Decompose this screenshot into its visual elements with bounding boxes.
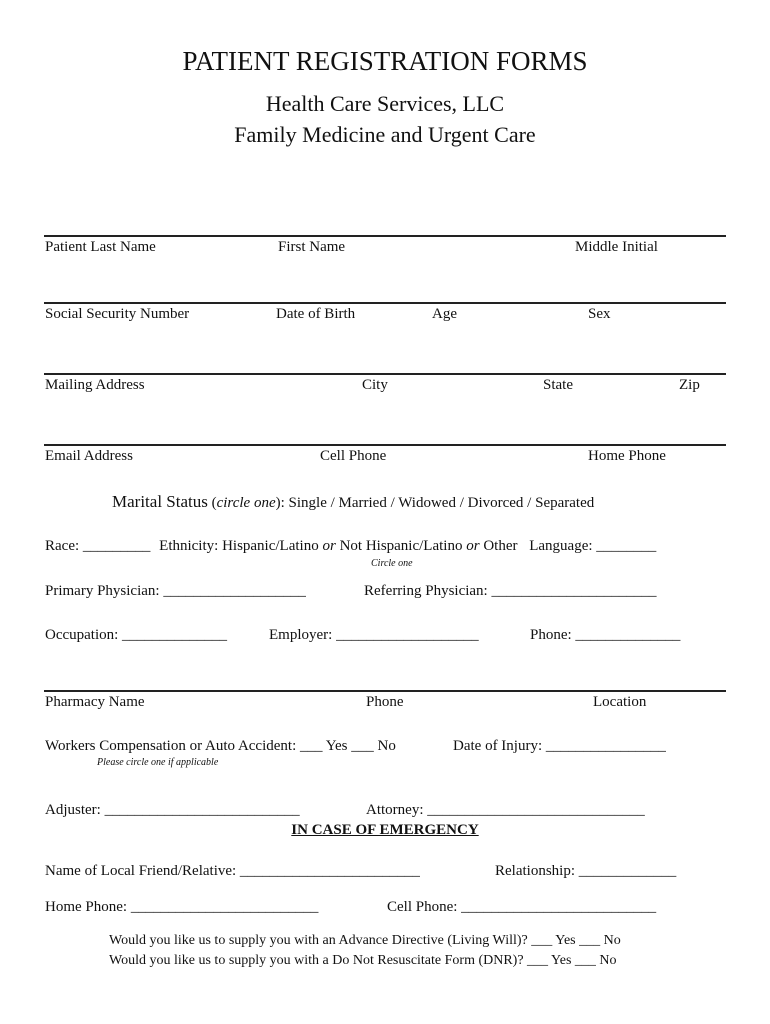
race-field: Race: _________ xyxy=(45,538,151,554)
date-of-injury-field: Date of Injury: ________________ xyxy=(453,738,666,754)
dob-label: Date of Birth xyxy=(276,306,356,322)
marital-hint-close: ): xyxy=(275,495,285,511)
marital-options: Single / Married / Widowed / Divorced / Separated xyxy=(288,495,595,511)
accident-note: Please circle one if applicable xyxy=(97,757,219,768)
state-label: State xyxy=(543,377,573,393)
pharmacy-phone-label: Phone xyxy=(366,694,404,710)
first-name-label: First Name xyxy=(278,239,346,255)
department-name: Family Medicine and Urgent Care xyxy=(234,122,536,147)
field-line-pharmacy xyxy=(44,690,726,692)
ethnicity-or-2: or xyxy=(466,538,480,554)
employer-field: Employer: ___________________ xyxy=(269,627,479,643)
middle-initial-label: Middle Initial xyxy=(575,239,658,255)
ethnicity-circle-one-note: Circle one xyxy=(371,558,413,569)
emergency-heading: IN CASE OF EMERGENCY xyxy=(291,822,479,838)
city-label: City xyxy=(362,377,388,393)
language-field: Language: ________ xyxy=(529,538,657,554)
occupation-field: Occupation: ______________ xyxy=(45,627,228,643)
referring-physician-field: Referring Physician: ______________________ xyxy=(364,583,657,599)
company-name: Health Care Services, LLC xyxy=(265,91,505,116)
attorney-field: Attorney: _____________________________ xyxy=(366,802,645,818)
ethnicity-label: Ethnicity: Hispanic/Latino xyxy=(159,538,319,554)
marital-hint-open: ( xyxy=(207,495,217,511)
emergency-cell-phone-field: Cell Phone: __________________________ xyxy=(387,899,657,915)
age-label: Age xyxy=(432,306,457,322)
sex-label: Sex xyxy=(588,306,611,322)
marital-hint: circle one xyxy=(216,495,276,511)
zip-label: Zip xyxy=(679,377,700,393)
adjuster-field: Adjuster: __________________________ xyxy=(45,802,300,818)
field-line-ssn xyxy=(44,302,726,304)
last-name-label: Patient Last Name xyxy=(45,239,156,255)
emergency-home-phone-field: Home Phone: _________________________ xyxy=(45,899,319,915)
pharmacy-name-label: Pharmacy Name xyxy=(45,694,145,710)
dnr-question: Would you like us to supply you with a Do Not Resuscitate Form (DNR)? ___ Yes ___ No xyxy=(109,953,617,968)
home-phone-label: Home Phone xyxy=(588,448,666,464)
ethnicity-not-hispanic: Not Hispanic/Latino xyxy=(339,538,463,554)
ethnicity-or-1: or xyxy=(322,538,336,554)
accident-question: Workers Compensation or Auto Accident: ___ Yes ___ No xyxy=(45,738,396,754)
field-line-contact xyxy=(44,444,726,446)
relationship-field: Relationship: _____________ xyxy=(495,863,677,879)
email-label: Email Address xyxy=(45,448,133,464)
friend-relative-field: Name of Local Friend/Relative: ________________________ xyxy=(45,863,420,879)
field-line-name xyxy=(44,235,726,237)
marital-status-line xyxy=(112,492,594,512)
ethnicity-other: Other xyxy=(483,538,518,554)
mailing-address-label: Mailing Address xyxy=(45,377,145,393)
cell-phone-label: Cell Phone xyxy=(320,448,387,464)
living-will-question: Would you like us to supply you with an Advance Directive (Living Will)? ___ Yes ___ No xyxy=(109,933,621,948)
form-title: PATIENT REGISTRATION FORMS xyxy=(182,46,588,76)
marital-status-label: Marital Status xyxy=(112,492,208,511)
primary-physician-field: Primary Physician: ___________________ xyxy=(45,583,306,599)
field-line-address xyxy=(44,373,726,375)
work-phone-field: Phone: ______________ xyxy=(530,627,681,643)
pharmacy-location-label: Location xyxy=(593,694,647,710)
race-ethnicity-line xyxy=(45,538,656,555)
ssn-label: Social Security Number xyxy=(45,306,190,322)
